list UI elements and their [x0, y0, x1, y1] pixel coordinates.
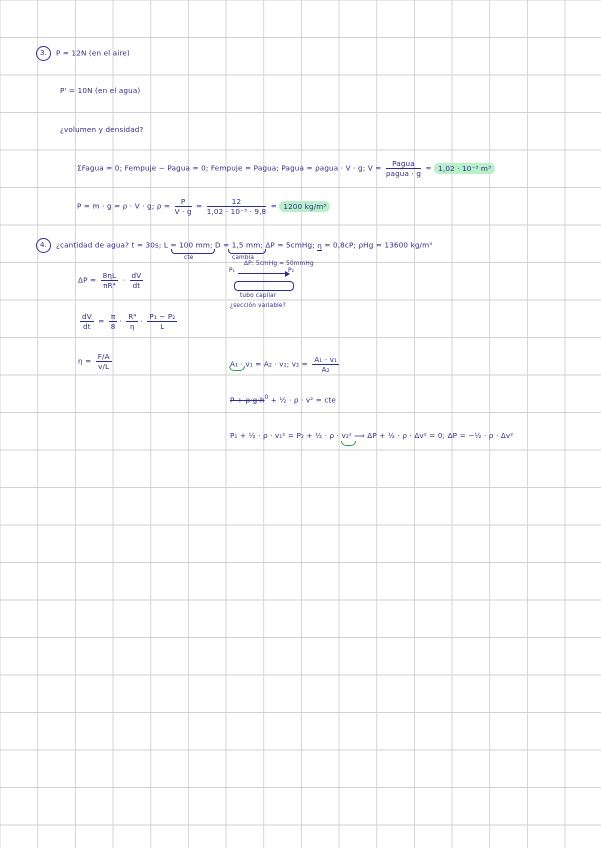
- p1-label: P₁: [229, 268, 236, 274]
- brace-diameter: [228, 249, 266, 254]
- question-volume-density: ¿volumen y densidad?: [60, 125, 144, 134]
- variable-section-question: ¿sección variable?: [230, 303, 286, 309]
- pressure-difference-note: ΔP: 5cmHg = 50mmHg: [244, 261, 314, 267]
- green-underline: [229, 366, 245, 371]
- capillary-tube-sketch: [234, 281, 294, 291]
- flow-rate-equation: $\frac{dV}{dt}$ = $\frac{\pi}{8}$ · $\frac{\text{R⁴}}{\eta}$ · $\frac{\text{P₁ − P₂}}{L}$: [82, 312, 176, 332]
- problem-number-badge: 3.: [36, 46, 51, 61]
- fraction: $\frac{12}{\text{1,02 · 10⁻³ · 9,8}}$: [206, 197, 267, 217]
- viscosity-definition: η = $\frac{F/A}{v/L}$: [78, 352, 110, 372]
- label-changes: cambia: [232, 255, 255, 261]
- weight-in-air: P = 12N (en el aire): [56, 48, 130, 58]
- tube-caption: tubo capilar: [240, 293, 277, 299]
- poiseuille-equation: ΔP = $\frac{8\eta L}{\text{πR⁴}}$ · $\frac{dV}{dt}$: [78, 271, 142, 291]
- problem-3-title: [36, 46, 130, 61]
- flow-arrow: [238, 273, 288, 274]
- length-given: L = 100 mm: [163, 240, 210, 250]
- bernoulli-equation: $P + \rho\cdot g\cdot h^0$ + ½ · ρ · v² = cte: [230, 395, 336, 405]
- delta-p-highlight: ΔP: [367, 431, 377, 440]
- equation-density: P = m · g = ρ · V · g; ρ = $\frac{P}{V \cdot g}$ = $\frac{12}{\text{1,02 · 10⁻³ · 9,8}}$ = 1200 kg/m³: [77, 198, 330, 215]
- label-constant: cte: [184, 255, 194, 261]
- weight-in-water: P' = 10N (en el agua): [60, 86, 141, 95]
- continuity-equation: A₁ · v₁ = A₂ · v₂; v₂ = $\frac{\text{A₁ · v₁}}{\text{A₂}}$: [230, 355, 338, 375]
- highlighted-result: 1,02 · 10⁻³ m³: [434, 163, 495, 174]
- equation-volume: ΣFagua = 0; Fempuje − Pagua = 0; Fempuje = Pagua; Pagua = ρagua · V · g; V = $\frac{\text{Pagua}}{\text{ρagua · g}}$ = 1,02 · 10⁻³ m³: [77, 160, 495, 177]
- brace-length: [171, 249, 215, 254]
- fraction: $\frac{P}{V \cdot g}$: [174, 197, 192, 217]
- diameter-given: D = 1,5 mm: [215, 240, 261, 250]
- highlighted-result: 1200 kg/m³: [279, 201, 330, 212]
- problem-4-title: 4. ¿cantidad de agua? t = 30s; L = 100 mm; D = 1,5 mm; ΔP = 5cmHg; η = 0,8cP; ρHg = 13600 kg/m³: [36, 238, 432, 253]
- p2-label: P₂: [288, 268, 295, 274]
- problem-number-badge: 4.: [36, 238, 51, 253]
- bernoulli-result: P₁ + ½ · ρ · v₁² = P₂ + ½ · ρ · v₂² ⟹ ΔP + ½ · ρ · Δv² = 0; ΔP = −½ · ρ · Δv²: [230, 431, 514, 440]
- fraction: $\frac{\text{Pagua}}{\text{ρagua · g}}$: [385, 159, 422, 179]
